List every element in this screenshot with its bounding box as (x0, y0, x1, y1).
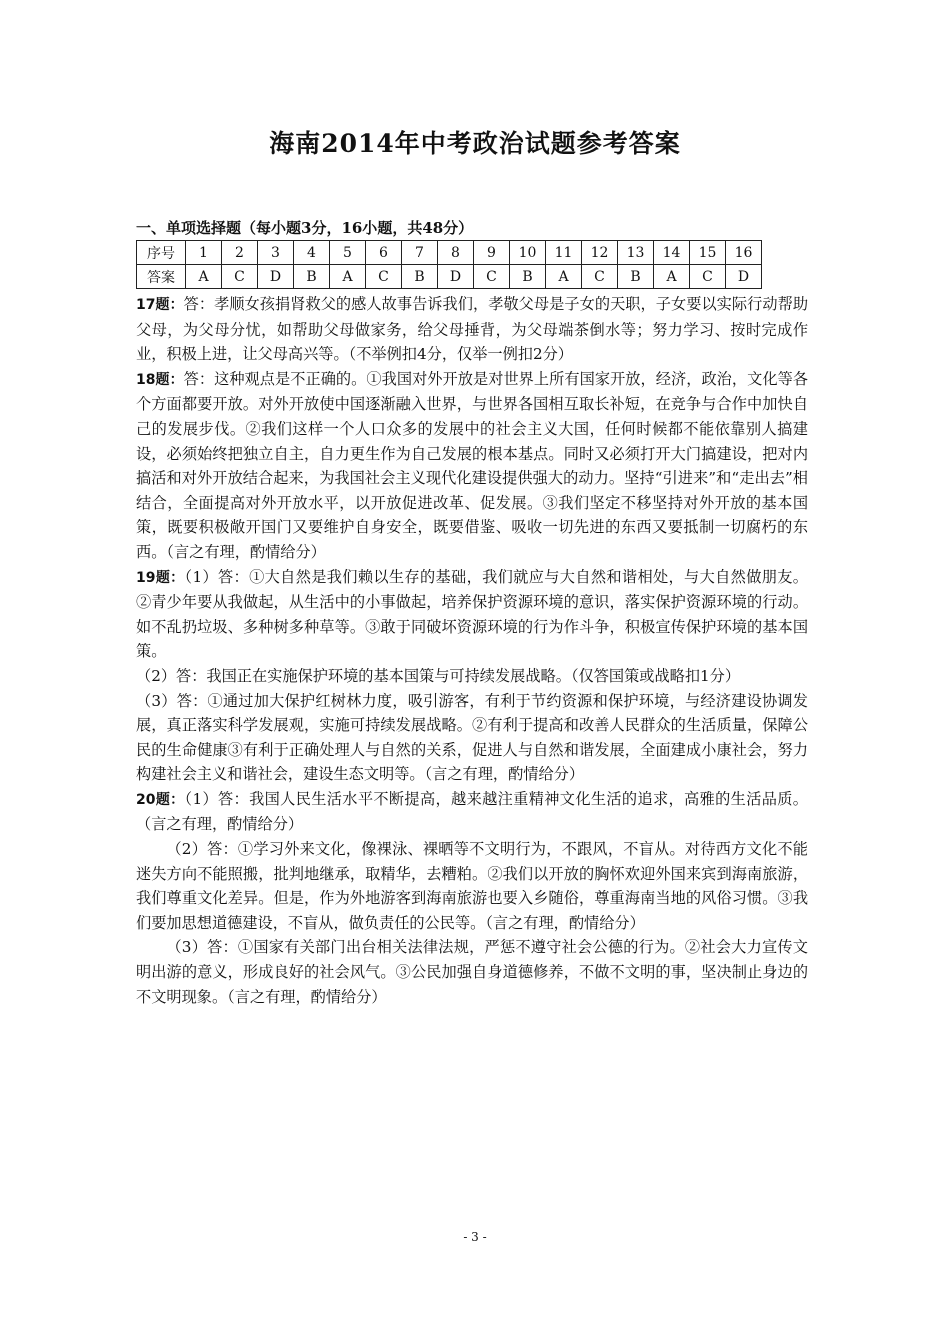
q18-answer (136, 367, 808, 565)
q20-part1-label: （1） (184, 789, 219, 808)
question-number: 2 (222, 241, 258, 265)
row-label-answer: 答案 (137, 265, 186, 289)
question-number: 14 (654, 241, 690, 265)
q19-part3 (136, 689, 808, 787)
question-number: 7 (402, 241, 438, 265)
q20-label: 20题： (136, 791, 185, 808)
question-number: 9 (474, 241, 510, 265)
answer-cell: A (186, 265, 222, 289)
question-number: 6 (366, 241, 402, 265)
q20-part2-label: （2） (166, 840, 208, 859)
question-number: 3 (258, 241, 294, 265)
page-number: - 3 - (463, 1230, 487, 1244)
question-number: 4 (294, 241, 330, 265)
q19-part2-text: 答：我国正在实施保护环境的基本国策与可持续发展战略。（仅答国策或战略扣1分） (176, 666, 741, 685)
question-number: 12 (582, 241, 618, 265)
answer-cell: D (438, 265, 474, 289)
q19-part2 (136, 664, 808, 689)
answer-cell: B (618, 265, 654, 289)
question-number: 16 (726, 241, 762, 265)
q18-text: 答：这种观点是不正确的。①我国对外开放是对世界上所有国家开放，经济，政治，文化等各个方面都要开放。对外开放使中国逐渐融入世界，与世界各国相互取长补短，在竞争与合作中加快自己的发展步伐。②我们这样一个人口众多的发展中的社会主义大国，任何时候都不能依靠别人搞建设，必须始终把独立自主，自力更生作为自己发展的根本基点。同时又必须打开大门搞建设，把对内搞活和对外开放结合起来，为我国社会主义现代化建设提供强大的动力。坚持“引进来”和“走出去”相结合，全面提高对外开放水平，以开放促进改革、促发展。③我们坚定不移坚持对外开放的基本国策，既要积极敞开国门又要维护自身安全，既要借鉴、吸收一切先进的东西又要抵制一切腐朽的东西。（言之有理，酌情给分） (136, 369, 809, 561)
row-label-number: 序号 (137, 241, 186, 265)
section-heading-choice: 一、单项选择题（每小题3分，16小题，共48分） (136, 219, 474, 237)
q19-label: 19题： (136, 569, 185, 586)
question-number: 8 (438, 241, 474, 265)
q19-part2-label: （2） (136, 666, 177, 685)
q20-part2-text: 答：①学习外来文化，像裸泳、裸晒等不文明行为，不跟风，不盲从。对待西方文化不能迷失方向不能照搬，批判地继承，取精华，去糟粕。②我们以开放的胸怀欢迎外国来宾到海南旅游，我们尊重文化差异。但是，作为外地游客到海南旅游也要入乡随俗，尊重海南当地的风俗习惯。③我们要加思想道德建设，不盲从，做负责任的公民等。（言之有理，酌情给分） (136, 840, 808, 932)
q20-part3-label: （3） (166, 938, 208, 957)
q19-part1-text: 答：①大自然是我们赖以生存的基础，我们就应与大自然和谐相处，与大自然做朋友。②青少年要从我做起，从生活中的小事做起，培养保护资源环境的意识，落实保护资源环境的行动。如不乱扔垃圾、多种树多种草等。③敢于同破坏资源环境的行为作斗争，积极宣传保护环境的基本国策。 (136, 567, 808, 661)
answer-row (137, 265, 762, 289)
q20-part1-text: 答：我国人民生活水平不断提高，越来越注重精神文化生活的追求，高雅的生活品质。（言之有理，酌情给分） (136, 789, 808, 834)
q20-part1 (136, 787, 808, 837)
question-number: 10 (510, 241, 546, 265)
q17-answer (136, 292, 808, 367)
answer-table (136, 240, 762, 289)
answer-cell: A (330, 265, 366, 289)
answer-cell: A (546, 265, 582, 289)
answer-content (136, 292, 808, 1009)
q19-part1-label: （1） (184, 567, 219, 586)
page-title: 海南2014年中考政治试题参考答案 (269, 129, 681, 158)
answer-cell: C (474, 265, 510, 289)
answer-cell: C (222, 265, 258, 289)
question-number: 13 (618, 241, 654, 265)
q19-part1 (136, 565, 808, 664)
question-number: 5 (330, 241, 366, 265)
question-number: 11 (546, 241, 582, 265)
number-row (137, 241, 762, 265)
answer-cell: B (402, 265, 438, 289)
question-number: 1 (186, 241, 222, 265)
answer-cell: C (582, 265, 618, 289)
q20-part3-text: 答：①国家有关部门出台相关法律法规，严惩不遵守社会公德的行为。②社会大力宣传文明出游的意义，形成良好的社会风气。③公民加强自身道德修养，不做不文明的事，坚决制止身边的不文明现象。（言之有理，酌情给分） (136, 938, 808, 1006)
q20-part3 (136, 935, 808, 1009)
answer-cell: C (366, 265, 402, 289)
answer-cell: A (654, 265, 690, 289)
answer-cell: C (690, 265, 726, 289)
q17-text: 答：孝顺女孩捐肾救父的感人故事告诉我们，孝敬父母是子女的天职，子女要以实际行动帮助父母，为父母分忧，如帮助父母做家务，给父母捶背，为父母端茶倒水等；努力学习、按时完成作业，积极上进，让父母高兴等。（不举例扣4分，仅举一例扣2分） (136, 295, 809, 364)
answer-cell: D (258, 265, 294, 289)
q20-part2 (136, 837, 808, 935)
q19-part3-label: （3） (136, 691, 177, 710)
q17-label: 17题： (136, 297, 184, 313)
answer-cell: D (726, 265, 762, 289)
q19-part3-text: 答：①通过加大保护红树林力度，吸引游客，有利于节约资源和保护环境，与经济建设协调发展，真正落实科学发展观，实施可持续发展战略。②有利于提高和改善人民群众的生活质量，保障公民的生命健康③有利于正确处理人与自然的关系，促进人与自然和谐发展，全面建成小康社会，努力构建社会主义和谐社会，建设生态文明等。（言之有理，酌情给分） (136, 691, 808, 784)
q18-label: 18题： (136, 371, 184, 388)
answer-cell: B (510, 265, 546, 289)
question-number: 15 (690, 241, 726, 265)
answer-cell: B (294, 265, 330, 289)
